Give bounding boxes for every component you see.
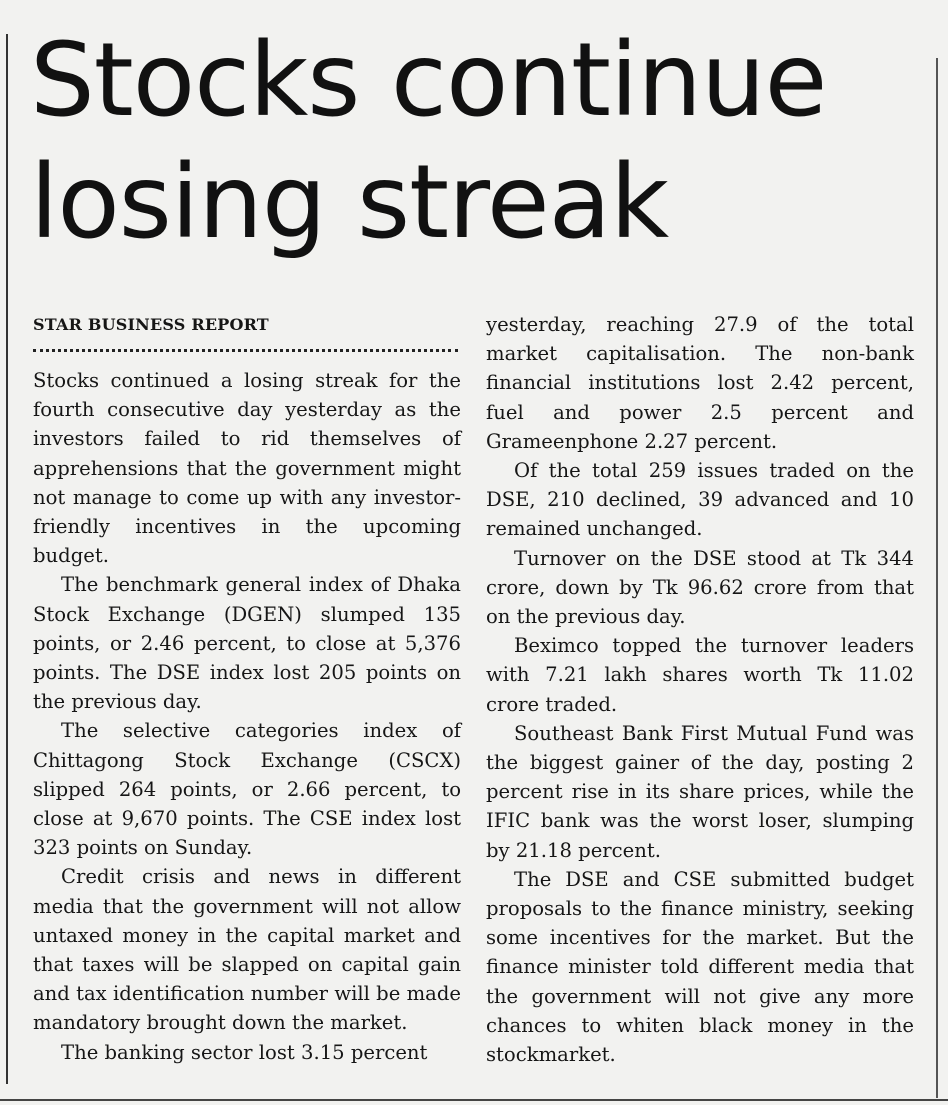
paragraph: Beximco topped the turnover leaders with 7.21 lakh shares worth Tk 11.02 crore traded. bbox=[486, 634, 914, 716]
paragraph: Turnover on the DSE stood at Tk 344 crore, down by Tk 96.62 crore from that on the previous day. bbox=[486, 546, 914, 629]
headline bbox=[30, 20, 930, 264]
paragraph: Of the total 259 issues traded on the DSE, 210 declined, 39 advanced and 10 remained unchanged. bbox=[486, 459, 914, 541]
paragraph: yesterday, reaching 27.9 of the total market capitalisation. The non-bank financial institutions lost 2.42 percent, fuel and power 2.5 percent and Grameenphone 2.27 percent. bbox=[486, 313, 914, 453]
article-column-right bbox=[486, 310, 914, 1069]
headline-line-1: Stocks continue bbox=[30, 21, 827, 140]
paragraph: Stocks continued a losing streak for the fourth consecutive day yesterday as the investors failed to rid themselves of apprehensions that the government might not manage to come up with any investor-friendly incentives in the upcoming budget. bbox=[33, 369, 461, 568]
bottom-border-rule bbox=[0, 1099, 948, 1101]
left-border-rule bbox=[6, 34, 8, 1084]
paragraph: The banking sector lost 3.15 percent bbox=[61, 1040, 428, 1064]
byline-dotted-divider bbox=[33, 339, 458, 352]
paragraph: The DSE and CSE submitted budget proposals to the finance ministry, seeking some incentives for the market. But the finance minister told different media that the government will not give any more chances to whiten black money in the stockmarket. bbox=[486, 867, 914, 1067]
article-column-left bbox=[33, 310, 461, 1067]
right-border-rule bbox=[936, 58, 938, 1098]
paragraph: Southeast Bank First Mutual Fund was the biggest gainer of the day, posting 2 percent rise in its share prices, while the IFIC bank was the worst loser, slumping by 21.18 percent. bbox=[486, 721, 914, 862]
paragraph: The benchmark general index of Dhaka Stock Exchange (DGEN) slumped 135 points, or 2.46 percent, to close at 5,376 points. The DSE index lost 205 points on the previous day. bbox=[33, 573, 461, 714]
paragraph: Credit crisis and news in different media that the government will not allow untaxed money in the capital market and that taxes will be slapped on capital gain and tax identification number will be made mandatory brought down the market. bbox=[33, 865, 461, 1035]
headline-line-2: losing streak bbox=[30, 143, 669, 262]
byline: STAR BUSINESS REPORT bbox=[33, 315, 269, 334]
paragraph: The selective categories index of Chittagong Stock Exchange (CSCX) slipped 264 points, or 2.66 percent, to close at 9,670 points. The CSE index lost 323 points on Sunday. bbox=[33, 719, 461, 860]
